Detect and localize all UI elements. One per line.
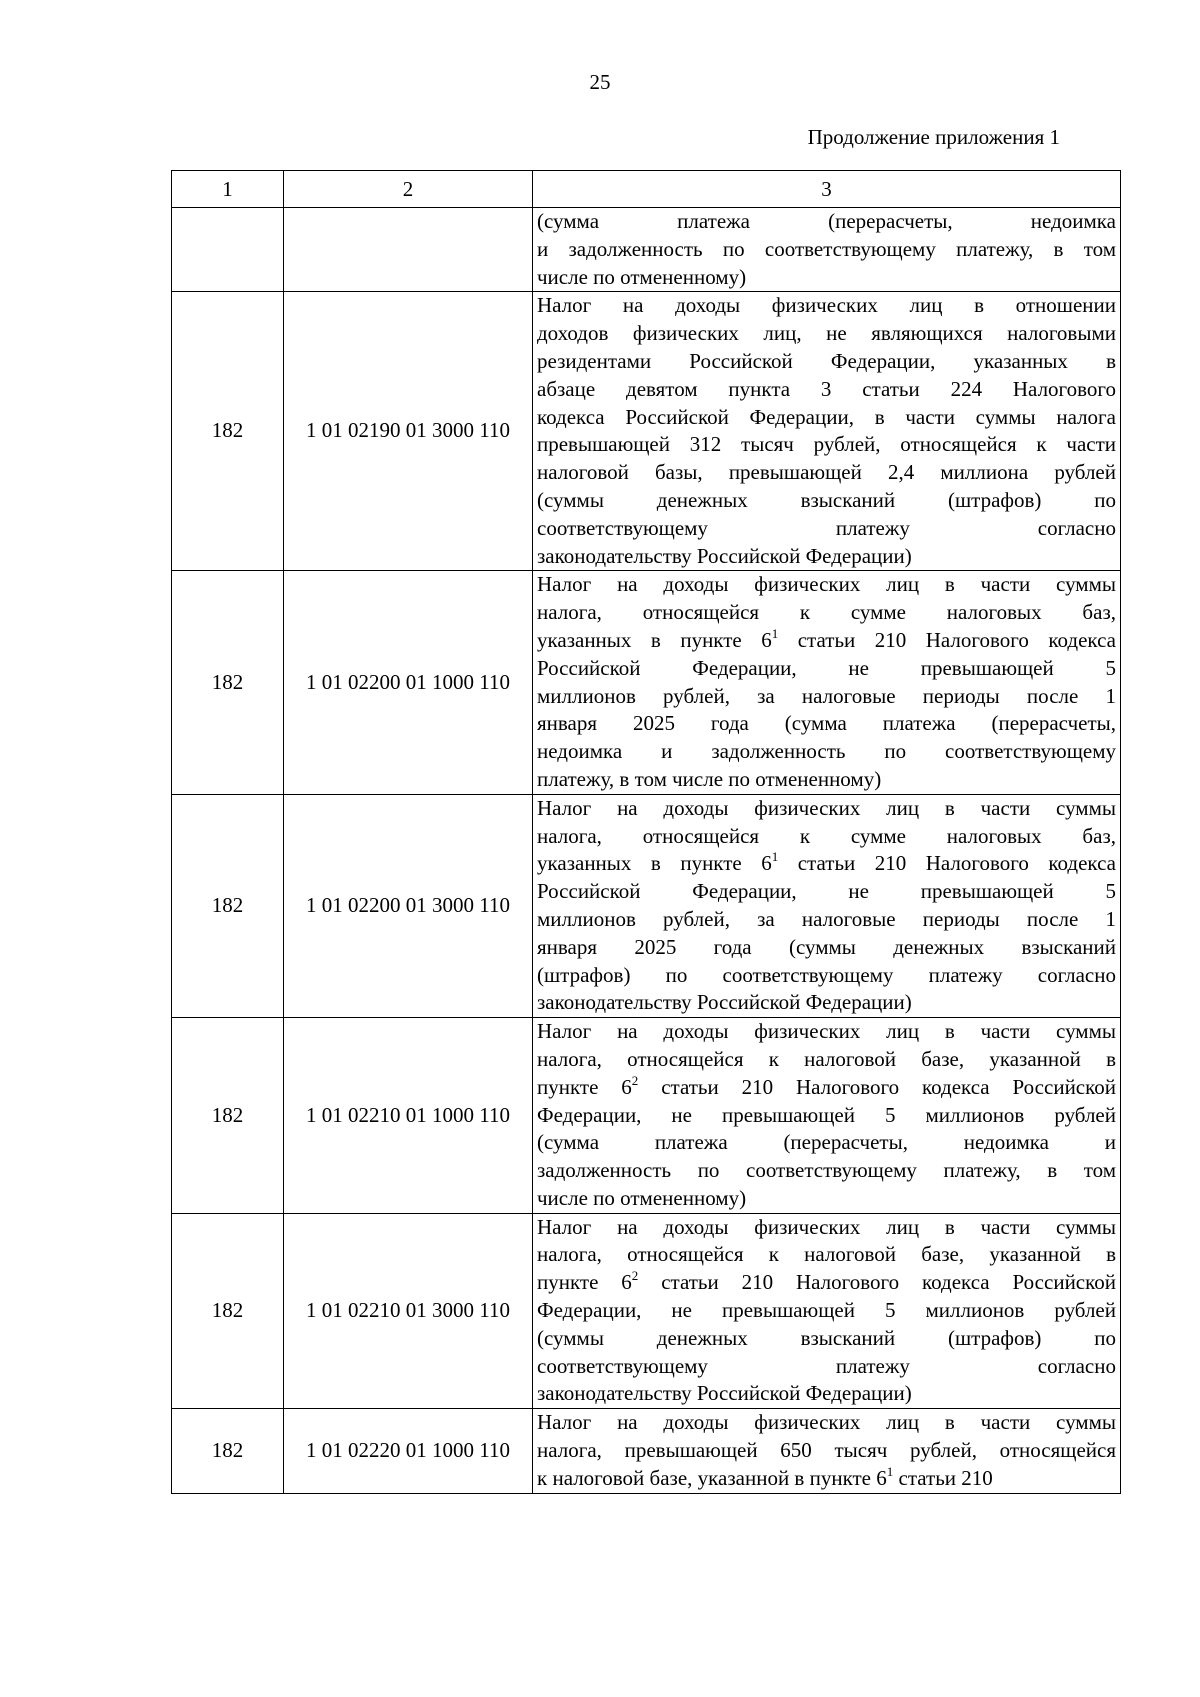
description-text: (суммы денежных взысканий (штрафов) по (537, 1325, 1116, 1350)
description-cell (533, 794, 1121, 1017)
appendix-table (171, 170, 1121, 1494)
description-line (537, 1437, 1116, 1465)
description-text: налога, относящейся к налоговой базе, указанной в (537, 1242, 1116, 1267)
description-line (537, 1297, 1116, 1325)
table-row (172, 208, 1121, 292)
description-text: (сумма платежа (перерасчеты, недоимка и (537, 1130, 1116, 1155)
description-text: миллионов рублей, за налоговые периоды после 1 (537, 906, 1116, 931)
description-text: недоимка и задолженность по соответствующему (537, 739, 1116, 764)
continuation-label: Продолжение приложения 1 (807, 125, 1060, 149)
budget-code-cell: 1 01 02200 01 3000 110 (284, 794, 533, 1017)
description-line (537, 989, 1116, 1017)
description-text: (сумма платежа (перерасчеты, недоимка (537, 209, 1116, 233)
description-line (537, 878, 1116, 906)
description-text: резидентами Российской Федерации, указанных в (537, 348, 1116, 373)
description-line (537, 1465, 1116, 1493)
description-text: числе по отмененному) (537, 1185, 747, 1210)
description-line (537, 710, 1116, 738)
description-text: налога, превышающей 650 тысяч рублей, относящейся (537, 1438, 1116, 1463)
description-cell (533, 1409, 1121, 1493)
description-line (537, 292, 1116, 320)
description-text: законодательству Российской Федерации) (537, 1381, 912, 1406)
description-cell (533, 571, 1121, 794)
superscript: 2 (631, 1268, 639, 1284)
description-text: января 2025 года (суммы денежных взысканий (537, 934, 1116, 959)
description-text: кодекса Российской Федерации, в части суммы налога (537, 404, 1116, 429)
description-line (537, 1214, 1116, 1242)
table-row (172, 1018, 1121, 1214)
admin-code-cell: 182 (172, 292, 284, 571)
description-line (537, 655, 1116, 683)
description-line (537, 208, 1116, 236)
description-cell (533, 292, 1121, 571)
description-line (537, 962, 1116, 990)
description-line (537, 236, 1116, 264)
description-text: (штрафов) по соответствующему платежу согласно (537, 962, 1116, 987)
description-text: статьи 210 Налогового кодекса Российской (638, 1270, 1116, 1295)
description-text: законодательству Российской Федерации) (537, 990, 912, 1015)
description-text: Налог на доходы физических лиц в части суммы (537, 572, 1116, 597)
description-text: (суммы денежных взысканий (штрафов) по (537, 487, 1116, 512)
table-header-row (172, 171, 1121, 208)
description-text: Федерации, не превышающей 5 миллионов рублей (537, 1102, 1116, 1127)
description-text: пункте 6 (537, 1270, 632, 1295)
description-cell (533, 208, 1121, 292)
description-line (537, 906, 1116, 934)
description-line (537, 934, 1116, 962)
admin-code-cell: 182 (172, 1213, 284, 1409)
description-text: Российской Федерации, не превышающей 5 (537, 655, 1116, 680)
description-text: доходов физических лиц, не являющихся налоговыми (537, 321, 1116, 346)
description-text: законодательству Российской Федерации) (537, 543, 912, 568)
superscript: 1 (771, 625, 779, 641)
description-line (537, 571, 1116, 599)
description-line (537, 1269, 1116, 1297)
description-text: абзаце девятом пункта 3 статьи 224 Налогового (537, 376, 1116, 401)
superscript: 2 (631, 1072, 639, 1088)
description-text: Налог на доходы физических лиц в части суммы (537, 1019, 1116, 1044)
description-line (537, 1185, 1116, 1213)
table-row (172, 571, 1121, 794)
table-row (172, 794, 1121, 1017)
budget-code-cell: 1 01 02220 01 1000 110 (284, 1409, 533, 1493)
description-text: Налог на доходы физических лиц в части суммы (537, 1214, 1116, 1239)
superscript: 1 (886, 1463, 894, 1479)
description-line (537, 1325, 1116, 1353)
description-text: налога, относящейся к налоговой базе, указанной в (537, 1046, 1116, 1071)
description-line (537, 599, 1116, 627)
description-line (537, 823, 1116, 851)
table-row (172, 1213, 1121, 1409)
description-line (537, 487, 1116, 515)
description-text: пункте 6 (537, 1074, 632, 1099)
description-line (537, 627, 1116, 655)
description-line (537, 1157, 1116, 1185)
description-text: числе по отмененному) (537, 264, 747, 289)
description-line (537, 1046, 1116, 1074)
description-text: платежу, в том числе по отмененному) (537, 766, 882, 791)
budget-code-cell: 1 01 02210 01 1000 110 (284, 1018, 533, 1214)
admin-code-cell: 182 (172, 794, 284, 1017)
description-text: соответствующему платежу согласно (537, 515, 1116, 540)
budget-code-cell (284, 208, 533, 292)
description-text: статьи 210 Налогового кодекса Российской (638, 1074, 1116, 1099)
description-text: превышающей 312 тысяч рублей, относящейся к части (537, 432, 1116, 457)
description-text: миллионов рублей, за налоговые периоды после 1 (537, 683, 1116, 708)
description-line (537, 348, 1116, 376)
description-line (537, 431, 1116, 459)
description-text: указанных в пункте 6 (537, 851, 772, 876)
description-cell (533, 1018, 1121, 1214)
description-line (537, 1102, 1116, 1130)
description-text: Федерации, не превышающей 5 миллионов рублей (537, 1298, 1116, 1323)
description-text: налога, относящейся к сумме налоговых баз, (537, 823, 1116, 848)
admin-code-cell: 182 (172, 1409, 284, 1493)
description-text: и задолженность по соответствующему платежу, в том (537, 236, 1116, 261)
description-text: соответствующему платежу согласно (537, 1353, 1116, 1378)
description-line (537, 543, 1116, 571)
description-line (537, 850, 1116, 878)
table-row (172, 1409, 1121, 1493)
admin-code-cell: 182 (172, 571, 284, 794)
page-number: 25 (589, 70, 611, 94)
header-col-2: 2 (284, 171, 533, 208)
superscript: 1 (771, 849, 779, 865)
admin-code-cell (172, 208, 284, 292)
description-text: Российской Федерации, не превышающей 5 (537, 879, 1116, 904)
description-text: Налог на доходы физических лиц в части суммы (537, 795, 1116, 820)
description-line (537, 1409, 1116, 1437)
description-text: указанных в пункте 6 (537, 627, 772, 652)
description-text: статьи 210 Налогового кодекса (778, 851, 1116, 876)
description-line (537, 1241, 1116, 1269)
description-line (537, 1074, 1116, 1102)
description-text: задолженность по соответствующему платежу, в том (537, 1158, 1116, 1183)
description-line (537, 683, 1116, 711)
budget-code-cell: 1 01 02200 01 1000 110 (284, 571, 533, 794)
description-line (537, 264, 1116, 292)
description-line (537, 1129, 1116, 1157)
description-line (537, 795, 1116, 823)
description-text: статьи 210 Налогового кодекса (778, 627, 1116, 652)
description-line (537, 1018, 1116, 1046)
description-text: статьи 210 (893, 1465, 993, 1490)
admin-code-cell: 182 (172, 1018, 284, 1214)
description-line (537, 515, 1116, 543)
description-text: Налог на доходы физических лиц в отношении (537, 293, 1116, 318)
description-text: к налоговой базе, указанной в пункте 6 (537, 1465, 887, 1490)
description-text: Налог на доходы физических лиц в части суммы (537, 1410, 1116, 1435)
description-line (537, 1353, 1116, 1381)
description-line (537, 459, 1116, 487)
description-line (537, 738, 1116, 766)
header-col-3: 3 (533, 171, 1121, 208)
budget-code-cell: 1 01 02190 01 3000 110 (284, 292, 533, 571)
header-col-1: 1 (172, 171, 284, 208)
description-line (537, 320, 1116, 348)
description-line (537, 1380, 1116, 1408)
budget-code-cell: 1 01 02210 01 3000 110 (284, 1213, 533, 1409)
description-line (537, 376, 1116, 404)
description-text: налога, относящейся к сумме налоговых баз, (537, 600, 1116, 625)
description-cell (533, 1213, 1121, 1409)
description-line (537, 404, 1116, 432)
description-text: налоговой базы, превышающей 2,4 миллиона рублей (537, 460, 1116, 485)
description-line (537, 766, 1116, 794)
table-row (172, 292, 1121, 571)
description-text: января 2025 года (сумма платежа (перерасчеты, (537, 711, 1116, 736)
